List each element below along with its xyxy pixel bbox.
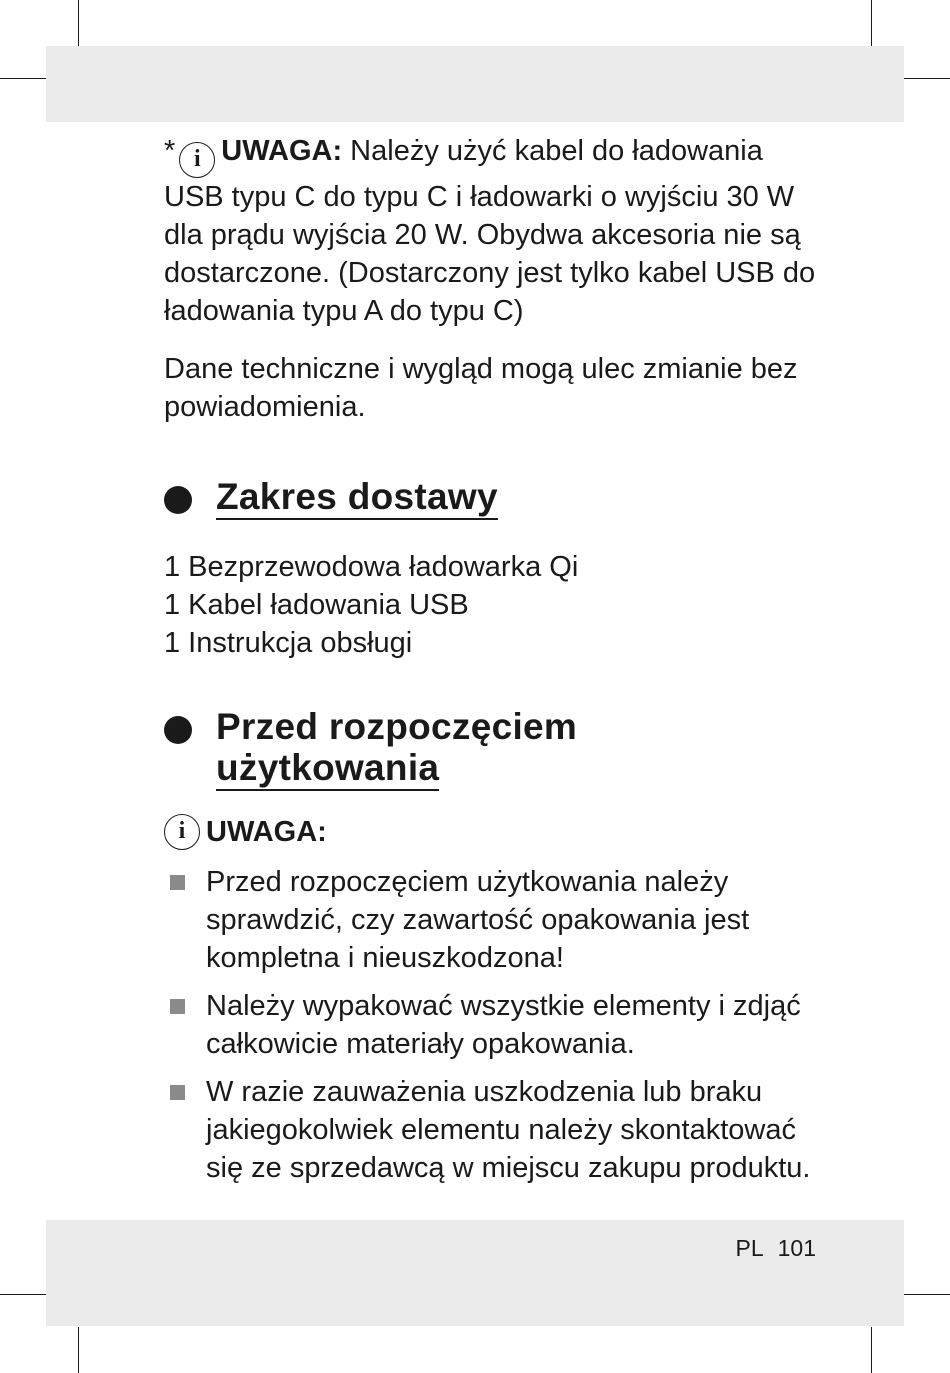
list-item-text: Należy wypakować wszystkie elementy i zdjąć całkowicie materiały opakowania. <box>206 990 801 1060</box>
info-icon: i <box>179 142 215 178</box>
language-code: PL <box>735 1235 764 1261</box>
square-bullet-icon <box>170 1085 185 1100</box>
crop-mark <box>904 1294 950 1295</box>
section-title: Zakres dostawy <box>216 476 498 520</box>
square-bullet-icon <box>170 875 185 890</box>
note-text: Należy użyć kabel do ładowania USB typu C do typu C i ładowarki o wyjściu 30 W dla prądu wyjścia 20 W. Obydwa akcesoria nie są dostarczone. (Dostarczony jest tylko kabel USB do ładowania typu A do typu C) <box>164 135 816 327</box>
section-heading-delivery <box>164 476 824 520</box>
note-label: UWAGA: <box>221 135 343 167</box>
delivery-list <box>164 548 824 662</box>
section-title-line2: użytkowania <box>216 747 439 791</box>
info-icon: i <box>164 814 200 850</box>
header-band <box>46 46 904 122</box>
list-item: 1 Kabel ładowania USB <box>164 589 469 621</box>
list-item: 1 Instrukcja obsługi <box>164 627 413 659</box>
crop-mark <box>871 0 872 46</box>
top-note <box>164 132 824 330</box>
crop-mark <box>0 1294 46 1295</box>
list-item <box>164 987 824 1063</box>
asterisk: * <box>164 135 176 167</box>
note-heading <box>164 813 824 851</box>
section-heading-before-use <box>164 706 824 791</box>
crop-mark <box>78 0 79 46</box>
list-item <box>164 1073 824 1187</box>
list-item <box>164 863 824 977</box>
section-title-line1: Przed rozpoczęciem <box>216 706 578 747</box>
note-label: UWAGA: <box>206 816 327 848</box>
list-item: 1 Bezprzewodowa ładowarka Qi <box>164 551 579 583</box>
crop-mark <box>0 78 46 79</box>
bullet-dot-icon <box>164 486 192 514</box>
list-item-text: W razie zauważenia uszkodzenia lub braku jakiegokolwiek elementu należy skontaktować się ze sprzedawcą w miejscu zakupu produktu. <box>206 1076 811 1184</box>
page-number: 101 <box>777 1235 816 1261</box>
crop-mark <box>78 1327 79 1373</box>
page-content <box>164 132 824 1197</box>
bullet-dot-icon <box>164 716 192 744</box>
crop-mark <box>904 78 950 79</box>
square-bullet-icon <box>170 999 185 1014</box>
crop-mark <box>871 1327 872 1373</box>
page-footer <box>735 1233 816 1263</box>
instruction-list <box>164 863 824 1187</box>
disclaimer: Dane techniczne i wygląd mogą ulec zmianie bez powiadomienia. <box>164 353 798 423</box>
list-item-text: Przed rozpoczęciem użytkowania należy sprawdzić, czy zawartość opakowania jest kompletna i nieuszkodzona! <box>206 866 750 974</box>
